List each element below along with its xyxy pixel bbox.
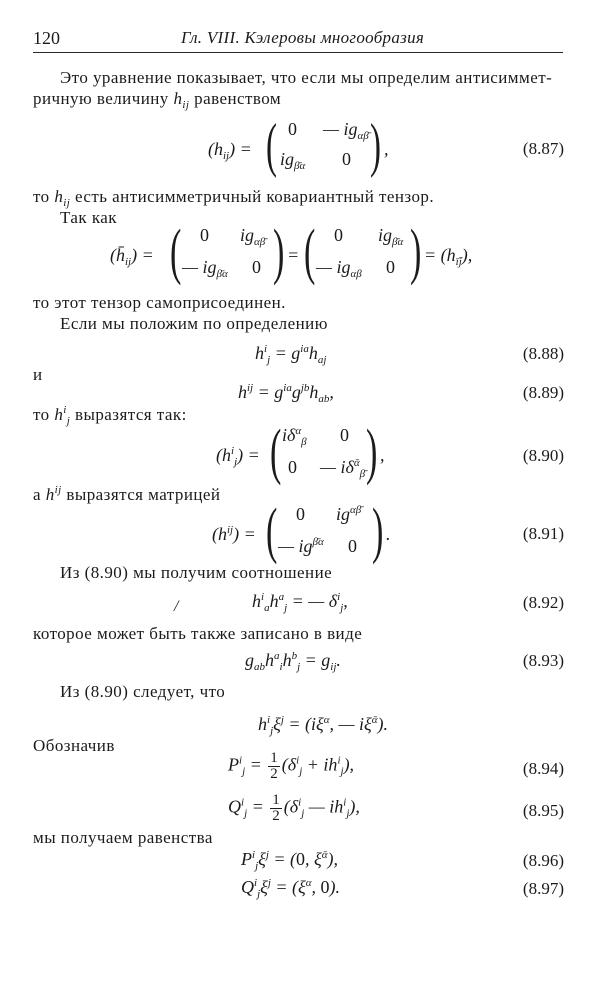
text-line: мы получаем равенства [33, 828, 213, 847]
equation-8-92: $h^i_ah^a_j$ = — $\delta^i_j$, [252, 591, 348, 614]
text-line: Так как [60, 208, 117, 227]
equation-h-xi: $h^i_j\xi^j = (i\xi^\alpha$, — $i\xi^ᾱ$). [258, 714, 389, 737]
equation-number: (8.93) [522, 651, 564, 670]
equation-number: (8.94) [522, 759, 564, 778]
equation-8-87: $(h_{ij})$ = ( 0 — $ig_{\alpha\betā}$ $ig_{\betā\alpha}$ 0 ) , [208, 112, 389, 178]
text-line: то $h_{ij}$ есть антисимметричный ковариантный тензор. [33, 187, 435, 209]
equation-8-90: $(h^i_j)$ = ( $i\delta^\alpha_\beta$ 0 0 — $i\delta^ᾱ_{\betā}$ ) , [216, 418, 385, 486]
equation-number: (8.88) [522, 344, 564, 363]
equation-8-88: $h^i_j = g^{ia}h_{aj}$ [255, 343, 327, 366]
equation-number: (8.90) [522, 446, 564, 465]
text-line: то этот тензор самоприсоединен. [33, 293, 286, 312]
equation-number: (8.91) [522, 524, 564, 543]
stray-mark: / [174, 598, 179, 615]
text-line: которое может быть также записано в виде [33, 624, 363, 643]
text-line: Обозначив [33, 736, 115, 755]
running-header [33, 24, 563, 53]
equation-number: (8.96) [522, 851, 564, 870]
equation-8-91: $(h^{ij})$ = ( 0 $ig^{\alpha\betā}$ — $ig^{\betā\alpha}$ 0 ) . [212, 497, 391, 565]
equation-8-94: $P^i_j$ = $\frac{1}{2}$ $(\delta^i_j + ih^i_j)$, [228, 750, 355, 782]
text-line: ричную величину $h_{ij}$ равенством [33, 89, 282, 111]
running-head: Гл. VIII. Кэлеровы многообразия [181, 28, 425, 47]
equation-8-93: $g_{ab}h^a_ih^b_j = g_{ij}$. [245, 650, 341, 673]
equation-number: (8.92) [522, 593, 564, 612]
equation-hij-bar: $(h̄_{ij})$ = ( 0 $ig_{\alpha\betā}$ — $ig_{\betā\alpha}$ 0 ) = ( 0 $ig_{\betā\alpha}$ — $ig_{\alpha\beta}$ 0 ) = $(h_{īj̄})$, [110, 218, 473, 286]
equation-number: (8.95) [522, 801, 564, 820]
equation-number: (8.97) [522, 879, 564, 898]
page-number: 120 [33, 28, 60, 48]
text-line: Если мы положим по определению [60, 314, 328, 333]
equation-8-97: $Q^i_j\xi^j = (\xi^\alpha$, 0). [241, 877, 341, 900]
text-line: и [33, 365, 43, 384]
equation-8-89: $h^{ij} = g^{ia}g^{jb}h_{ab}$, [238, 382, 334, 405]
text-line: Из (8.90) следует, что [60, 682, 226, 701]
text-line: а $h^{ij}$ выразятся матрицей [33, 484, 221, 504]
equation-number: (8.89) [522, 383, 564, 402]
text-line: Из (8.90) мы получим соотношение [60, 563, 333, 582]
text-line: Это уравнение показывает, что если мы определим антисиммет- [60, 68, 553, 87]
text-line: то $h^i_j$ выразятся так: [33, 404, 187, 427]
equation-8-95: $Q^i_j$ = $\frac{1}{2}$ ($\delta^i_j$ — $ih^i_j$), [228, 792, 360, 824]
equation-8-96: $P^i_j\xi^j = (0$, $\xi^ᾱ$), [241, 849, 339, 872]
equation-number: (8.87) [522, 139, 564, 158]
